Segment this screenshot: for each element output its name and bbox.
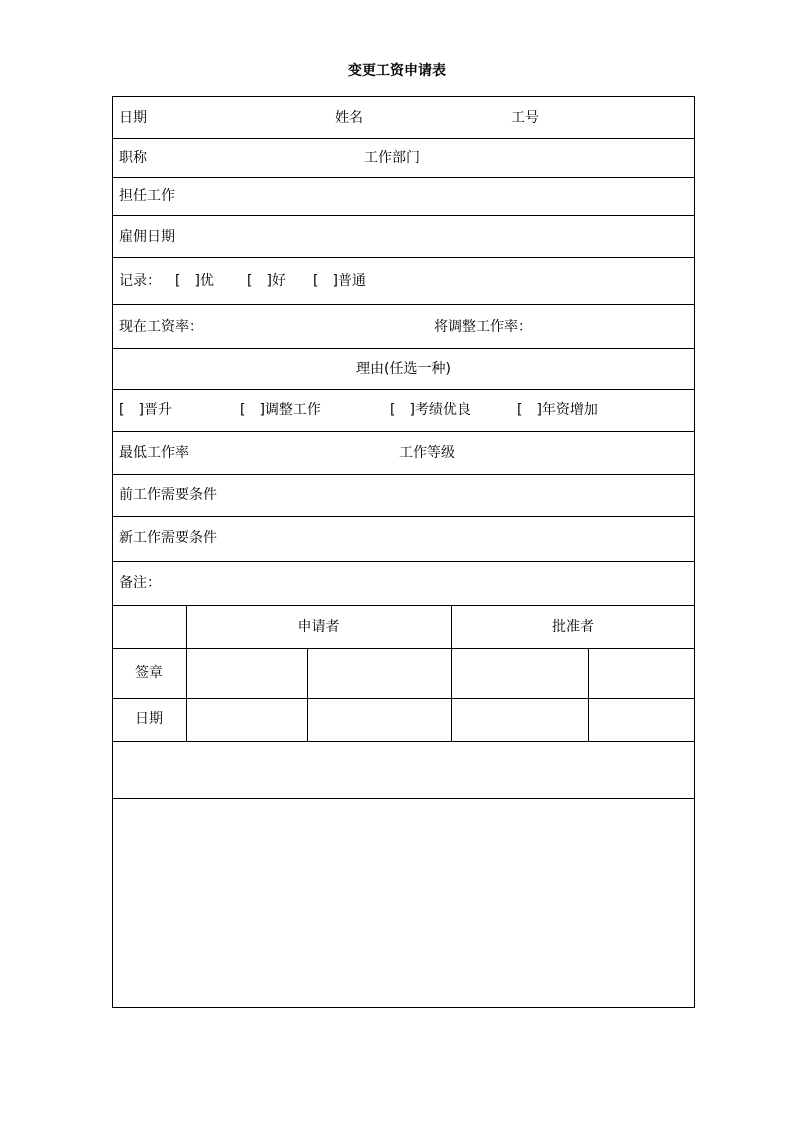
reason-option-seniority[interactable]: [ ]年资增加 — [517, 402, 598, 418]
record-option-excellent[interactable]: [ ]优 — [175, 273, 214, 289]
employee-no-label: 工号 — [511, 110, 539, 126]
row-divider — [112, 304, 695, 305]
applicant-header: 申请者 — [297, 619, 340, 635]
reason-header: 理由(任选一种) — [356, 361, 451, 377]
job-title-label: 职称 — [119, 150, 147, 166]
prev-requirements-label: 前工作需要条件 — [119, 487, 217, 503]
new-requirements-label: 新工作需要条件 — [119, 530, 217, 546]
col-divider — [307, 648, 308, 741]
hire-date-label: 雇佣日期 — [119, 229, 175, 245]
row-divider — [112, 698, 695, 699]
sign-date-label: 日期 — [135, 711, 163, 727]
row-divider — [112, 605, 695, 606]
form-title: 变更工资申请表 — [348, 63, 446, 79]
record-option-good[interactable]: [ ]好 — [247, 273, 286, 289]
approver-header: 批准者 — [552, 619, 594, 635]
record-option-normal[interactable]: [ ]普通 — [313, 273, 366, 289]
row-divider — [112, 431, 695, 432]
name-label: 姓名 — [335, 110, 363, 126]
row-divider — [112, 474, 695, 475]
reason-option-performance[interactable]: [ ]考绩优良 — [390, 402, 471, 418]
row-divider — [112, 348, 695, 349]
seal-label: 签章 — [135, 665, 163, 681]
form-table — [112, 96, 695, 1008]
col-divider — [588, 648, 589, 741]
row-divider — [112, 516, 695, 517]
reason-option-adjust-work[interactable]: [ ]调整工作 — [240, 402, 321, 418]
work-grade-label: 工作等级 — [399, 445, 455, 461]
adjusted-rate-label: 将调整工作率： — [434, 319, 532, 335]
reason-option-promotion[interactable]: [ ]晋升 — [119, 402, 172, 418]
row-divider — [112, 138, 695, 139]
row-divider — [112, 561, 695, 562]
row-divider — [112, 177, 695, 178]
row-divider — [112, 215, 695, 216]
row-divider — [112, 257, 695, 258]
row-divider — [112, 741, 695, 742]
note-label: 备注： — [119, 575, 161, 591]
current-rate-label: 现在工资率： — [119, 319, 203, 335]
min-rate-label: 最低工作率 — [119, 445, 189, 461]
row-divider — [112, 389, 695, 390]
duty-label: 担任工作 — [119, 188, 175, 204]
department-label: 工作部门 — [364, 150, 420, 166]
row-divider — [112, 798, 695, 799]
record-label: 记录： — [119, 273, 161, 289]
date-label: 日期 — [119, 110, 147, 126]
row-divider — [112, 648, 695, 649]
